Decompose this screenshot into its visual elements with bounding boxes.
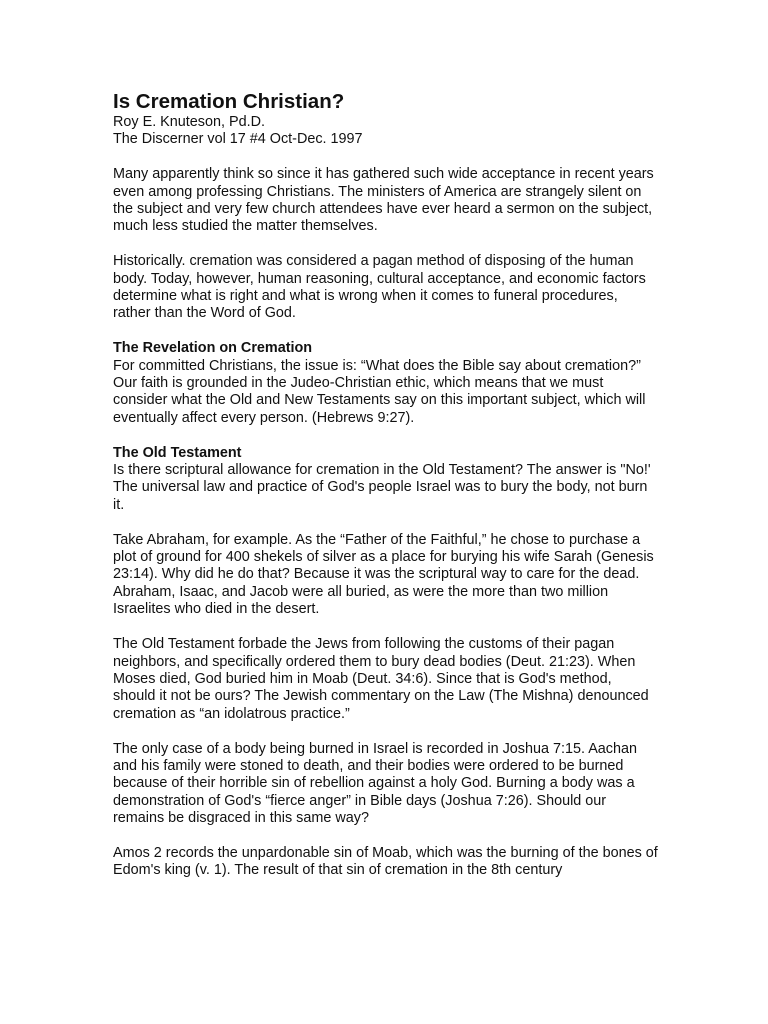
- intro-paragraph: Many apparently think so since it has gathered such wide acceptance in recent years even among professing Christians. The ministers of America are strangely silent on the subject and very few church attendees have ever heard a sermon on the subject, much less studied the matter themselves.: [113, 166, 654, 235]
- section-paragraph: Amos 2 records the unpardonable sin of Moab, which was the burning of the bones of Edom's king (v. 1). The result of that sin of cremation in the 8th century: [113, 844, 658, 879]
- section-revelation: [113, 340, 658, 427]
- section-heading: The Revelation on Cremation: [113, 340, 313, 357]
- section-paragraph: Take Abraham, for example. As the “Father of the Faithful,” he chose to purchase a plot of ground for 400 shekels of silver as a place for burying his wife Sarah (Genesis 23:14). Why did he do that? Because it was the scriptural way to care for the dead. Abraham, Isaac, and Jacob were all buried, as were the more than two million Israelites who died in the desert.: [113, 531, 654, 618]
- document-title: Is Cremation Christian?: [113, 90, 345, 113]
- section-paragraph: Is there scriptural allowance for cremation in the Old Testament? The answer is "No!' The universal law and practice of God's people Israel was to bury the body, not burn it.: [113, 462, 651, 513]
- source-line: The Discerner vol 17 #4 Oct-Dec. 1997: [113, 131, 363, 148]
- intro-paragraph: Historically. cremation was considered a pagan method of disposing of the human body. Today, however, human reasoning, cultural acceptance, and economic factors determine what is right and what is wrong when it comes to funeral procedures, rather than the Word of God.: [113, 253, 646, 322]
- section-paragraph: The Old Testament forbade the Jews from following the customs of their pagan neighbors, and specifically ordered them to bury dead bodies (Deut. 21:23). When Moses died, God buried him in Moab (Deut. 34:6). Since that is God's method, should it not be ours? The Jewish commentary on the Law (The Mishna) denounced cremation as “an idolatrous practice.”: [113, 636, 649, 722]
- author-line: Roy E. Knuteson, Pd.D.: [113, 114, 265, 130]
- intro-section: [113, 166, 658, 323]
- section-paragraph: The only case of a body being burned in Israel is recorded in Joshua 7:15. Aachan and his family were stoned to death, and their bodies were ordered to be burned because of their horrible sin of rebellion against a holy God. Burning a body was a demonstration of God's “fierce anger” in Bible days (Joshua 7:26). Should our remains be disgraced in this same way?: [113, 740, 637, 827]
- document-page: [113, 90, 658, 897]
- section-old-testament: [113, 445, 658, 880]
- section-paragraph: For committed Christians, the issue is: “What does the Bible say about cremation?” Our faith is grounded in the Judeo-Christian ethic, which means that we must consider what the Old and New Testaments say on this important subject, which will eventually affect every person. (Hebrews 9:27).: [113, 357, 646, 426]
- section-heading: The Old Testament: [113, 444, 242, 461]
